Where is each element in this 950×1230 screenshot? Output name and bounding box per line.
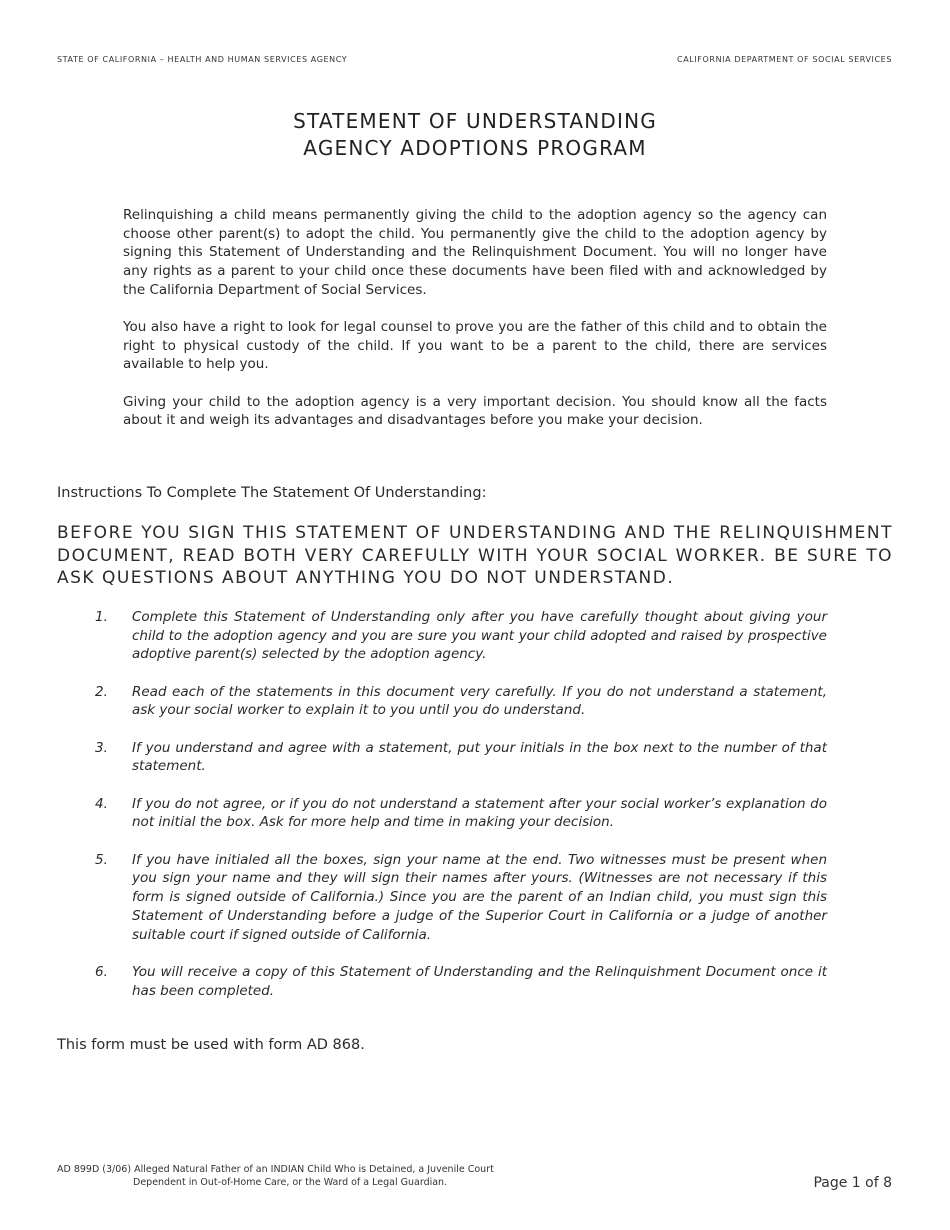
list-item [95, 963, 827, 1000]
document-title [0, 108, 950, 162]
item-number: 5. [95, 851, 108, 868]
list-item [95, 608, 827, 664]
form-id-line-2: Dependent in Out-of-Home Care, or the Ward of a Legal Guardian. [133, 1177, 448, 1188]
intro-paragraph: Relinquishing a child means permanently giving the child to the adoption agency so the agency can choose other parent(s) to adopt the child. You permanently give the child to the adoption agency by signing this Statement of Understanding and the Relinquishment Document. You will no longer have any rights as a parent to your child once these documents have been filed with and acknowledged by the California Department of Social Services. [123, 207, 827, 298]
item-text: Complete this Statement of Understanding only after you have carefully thought about giving your child to the adoption agency and you are sure you want your child adopted and raised by prospective adoptive parent(s) selected by the adoption agency. [132, 609, 827, 663]
list-item [95, 795, 827, 832]
item-number: 1. [95, 609, 108, 625]
title-line-2: AGENCY ADOPTIONS PROGRAM [303, 136, 647, 160]
list-item [95, 851, 827, 945]
item-number: 2. [95, 683, 108, 700]
item-number: 4. [95, 795, 108, 812]
warning-notice: BEFORE YOU SIGN THIS STATEMENT OF UNDERSTANDING AND THE RELINQUISHMENT DOCUMENT, READ BOTH VERY CAREFULLY WITH YOUR SOCIAL WORKER. BE SURE TO ASK QUESTIONS ABOUT ANYTHING YOU DO NOT UNDERSTAND. [57, 523, 893, 588]
list-item [95, 683, 827, 720]
agency-header: STATE OF CALIFORNIA – HEALTH AND HUMAN SERVICES AGENCY [57, 55, 348, 64]
item-text: If you understand and agree with a statement, put your initials in the box next to the number of that statement. [132, 739, 827, 775]
intro-paragraph: Giving your child to the adoption agency is a very important decision. You should know all the facts about it and weigh its advantages and disadvantages before you make your decision. [123, 393, 827, 429]
list-item [95, 739, 827, 776]
item-number: 6. [95, 963, 108, 980]
intro-section [123, 206, 827, 449]
item-text: You will receive a copy of this Statement of Understanding and the Relinquishment Document once it has been completed. [132, 963, 827, 999]
item-text: If you have initialed all the boxes, sign your name at the end. Two witnesses must be present when you sign your name and they will sign their names after yours. (Witnesses are not necessary if this form is signed outside of California.) Since you are the parent of an Indian child, you must sign this Statement of Understanding before a judge of the Superior Court in California or a judge of another suitable court if signed outside of California. [132, 851, 827, 943]
department-header: CALIFORNIA DEPARTMENT OF SOCIAL SERVICES [677, 55, 892, 64]
item-number: 3. [95, 739, 108, 756]
item-text: If you do not agree, or if you do not understand a statement after your social worker’s explanation do not initial the box. Ask for more help and time in making your decision. [132, 795, 827, 831]
page-number: Page 1 of 8 [813, 1175, 892, 1191]
form-footer [57, 1163, 494, 1189]
title-line-1: STATEMENT OF UNDERSTANDING [293, 109, 657, 133]
form-id-line: AD 899D (3/06) Alleged Natural Father of an INDIAN Child Who is Detained, a Juvenile Court [57, 1164, 494, 1175]
item-text: Read each of the statements in this document very carefully. If you do not understand a statement, ask your social worker to explain it to you until you do understand. [132, 683, 827, 719]
instructions-heading: Instructions To Complete The Statement Of Understanding: [57, 485, 487, 501]
intro-paragraph: You also have a right to look for legal counsel to prove you are the father of this child and to obtain the right to physical custody of the child. If you want to be a parent to the child, there are services available to help you. [123, 319, 827, 373]
form-usage-note: This form must be used with form AD 868. [57, 1037, 365, 1053]
instruction-list [95, 608, 827, 1019]
